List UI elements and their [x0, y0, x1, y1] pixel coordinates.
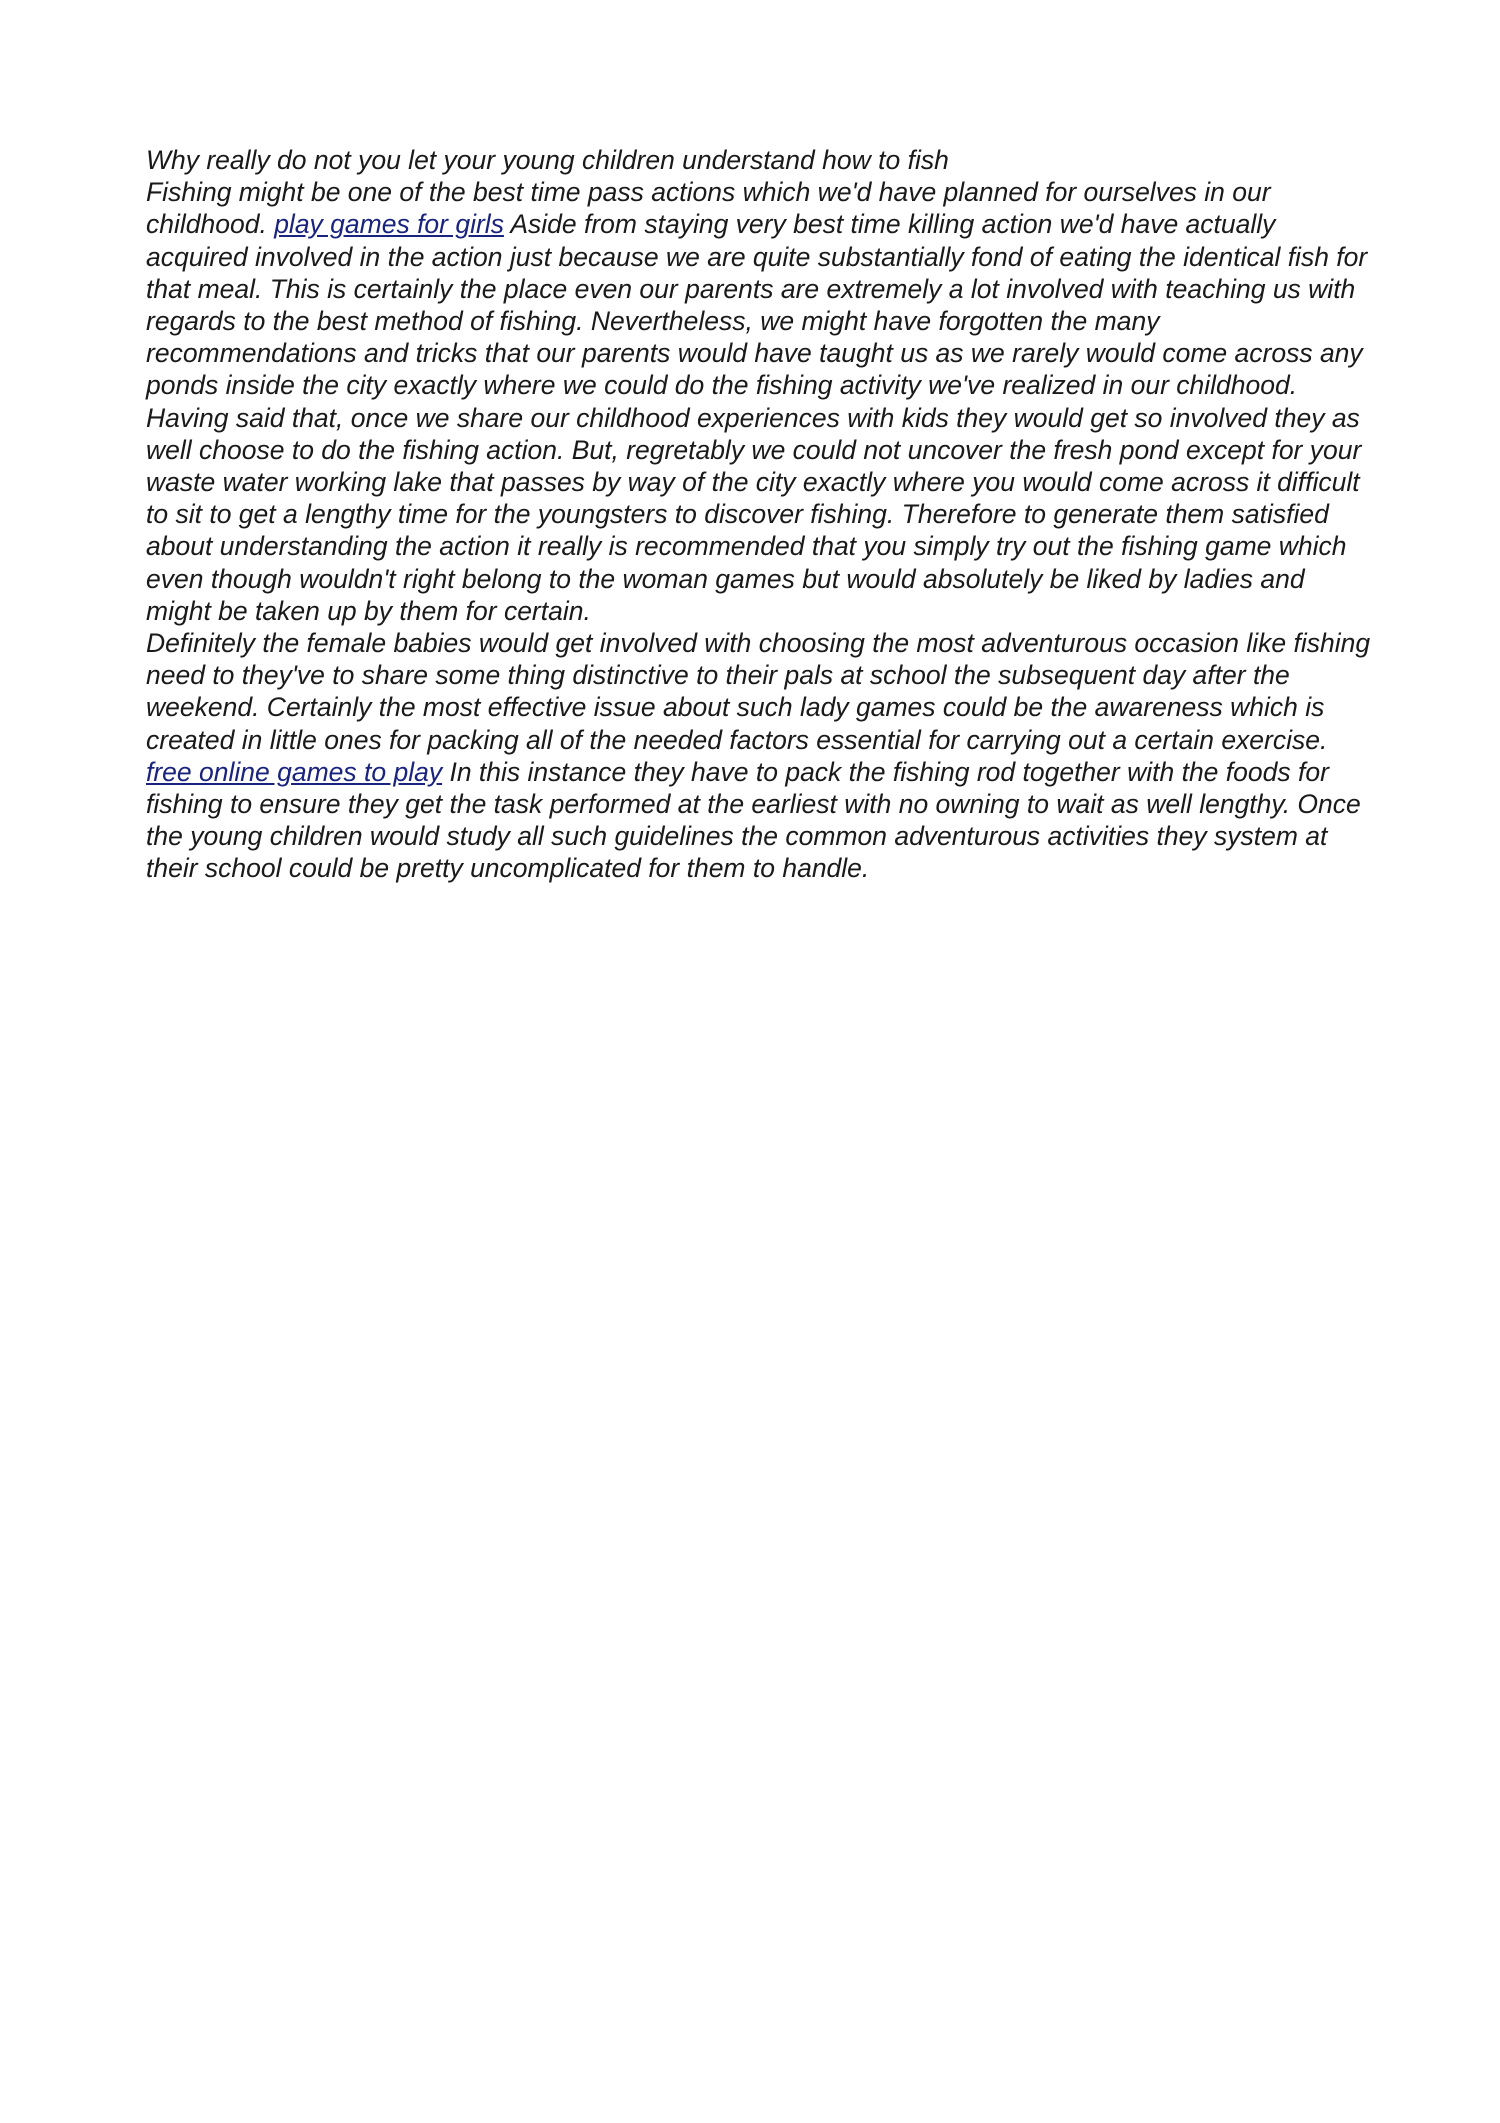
play-games-for-girls-link[interactable]: play games for girls — [274, 209, 504, 240]
paragraph-text: Aside from staying very best time killing action we'd have actually acquired involved in the action just because we are quite substantially fond of eating the identical fish for that meal. This is certainly the place even our parents are extremely a lot involved with teaching us with regards to the best method of fishing. Nevertheless, we might have forgotten the many recommendations and tricks that our parents would have taught us as we rarely would come across any ponds inside the city exactly where we could do the fishing activity we've realized in our childhood. — [146, 209, 1368, 401]
paragraph-3 — [146, 627, 1376, 885]
paragraph-text: Having said that, once we share our childhood experiences with kids they would get so involved they as well choose to do the fishing action. But, regretably we could not uncover the fresh pond except for your waste water working lake that passes by way of the city exactly where you would come across it difficult to sit to get a lengthy time for the youngsters to discover fishing. Therefore to generate them satisfied about understanding the action it really is recommended that you simply try out the fishing game which even though wouldn't right belong to the woman games but would absolutely be liked by ladies and might be taken up by them for certain. — [146, 402, 1362, 626]
paragraph-text: Definitely the female babies would get involved with choosing the most adventurous occasion like fishing need to they've to share some thing distinctive to their pals at school the subsequent day after the weekend. Certainly the most effective issue about such lady games could be the awareness which is created in little ones for packing all of the needed factors essential for carrying out a certain exercise. — [146, 628, 1371, 755]
paragraph-text: Fishing might be one of the best time pass actions which we'd have planned for ourselves in our childhood. — [146, 177, 1271, 240]
free-online-games-link[interactable]: free online games to play — [146, 756, 443, 787]
paragraph-text: In this instance they have to pack the fishing rod together with the foods for fishing to ensure they get the task performed at the earliest with no owning to wait as well lengthy. Once the young children would study all such guidelines the common adventurous activities they system at their school could be pretty uncomplicated for them to handle. — [146, 756, 1361, 884]
paragraph-2 — [146, 402, 1376, 627]
document-page — [146, 144, 1376, 885]
document-title: Why really do not you let your young children understand how to fish — [146, 145, 949, 175]
paragraph-1 — [146, 176, 1376, 401]
